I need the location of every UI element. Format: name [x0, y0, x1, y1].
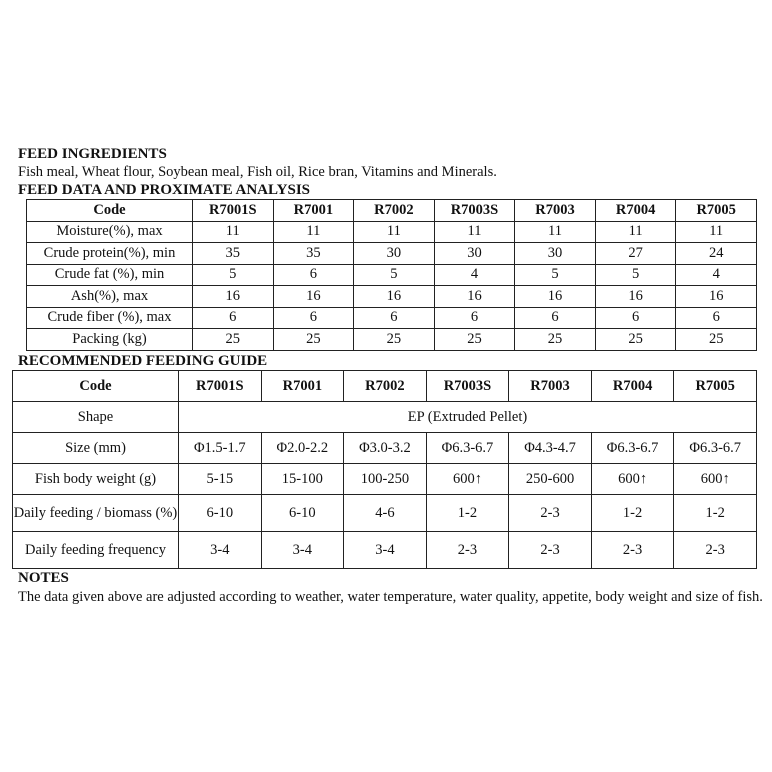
table-cell: 3-4 — [344, 532, 427, 569]
table-cell: 30 — [434, 243, 515, 265]
table-cell: 16 — [676, 286, 757, 308]
table-cell: 6 — [676, 307, 757, 329]
table-cell: 35 — [193, 243, 274, 265]
table-row — [27, 243, 757, 265]
table-cell: 6 — [273, 307, 354, 329]
feeding-guide-heading: RECOMMENDED FEEDING GUIDE — [18, 353, 268, 369]
table-cell: 6 — [193, 307, 274, 329]
ingredients-heading: FEED INGREDIENTS — [18, 146, 167, 162]
table-cell: 24 — [676, 243, 757, 265]
table-header-row — [13, 371, 757, 402]
table-header-row — [27, 200, 757, 222]
table-cell: 25 — [676, 329, 757, 351]
row-label: Crude fat (%), min — [27, 264, 193, 286]
table-cell: 2-3 — [591, 532, 674, 569]
ingredients-text: Fish meal, Wheat flour, Soybean meal, Fish oil, Rice bran, Vitamins and Minerals. — [18, 164, 497, 180]
table-cell: 27 — [595, 243, 676, 265]
table-row — [13, 495, 757, 532]
header-cell: R7005 — [674, 371, 757, 402]
table-cell: 1-2 — [674, 495, 757, 532]
table-row — [13, 532, 757, 569]
table-row — [27, 221, 757, 243]
analysis-heading: FEED DATA AND PROXIMATE ANALYSIS — [18, 182, 310, 198]
table-cell: 25 — [273, 329, 354, 351]
table-cell: 5 — [354, 264, 435, 286]
table-cell: 16 — [515, 286, 596, 308]
shape-value-cell: EP (Extruded Pellet) — [179, 402, 757, 433]
table-cell: 11 — [595, 221, 676, 243]
row-label: Crude fiber (%), max — [27, 307, 193, 329]
feeding-guide-table — [12, 370, 757, 569]
table-row — [13, 402, 757, 433]
header-cell: R7003S — [434, 200, 515, 222]
table-cell: 600↑ — [426, 464, 509, 495]
table-cell: 11 — [434, 221, 515, 243]
table-cell: 11 — [193, 221, 274, 243]
table-cell: 11 — [676, 221, 757, 243]
table-cell: Φ6.3-6.7 — [426, 433, 509, 464]
table-cell: 5-15 — [179, 464, 262, 495]
table-cell: 25 — [354, 329, 435, 351]
table-cell: 600↑ — [591, 464, 674, 495]
table-row — [13, 433, 757, 464]
table-cell: 2-3 — [426, 532, 509, 569]
header-cell: R7003 — [509, 371, 592, 402]
table-cell: 6 — [434, 307, 515, 329]
row-label: Daily feeding frequency — [13, 532, 179, 569]
table-row — [27, 264, 757, 286]
table-cell: 3-4 — [179, 532, 262, 569]
row-label: Size (mm) — [13, 433, 179, 464]
table-cell: 2-3 — [509, 495, 592, 532]
table-cell: 100-250 — [344, 464, 427, 495]
row-label: Crude protein(%), min — [27, 243, 193, 265]
notes-heading: NOTES — [18, 570, 69, 586]
table-cell: 6 — [354, 307, 435, 329]
table-cell: Φ4.3-4.7 — [509, 433, 592, 464]
table-cell: 16 — [434, 286, 515, 308]
header-cell: R7003 — [515, 200, 596, 222]
table-row — [27, 286, 757, 308]
table-cell: 4-6 — [344, 495, 427, 532]
table-cell: 600↑ — [674, 464, 757, 495]
table-cell: 5 — [193, 264, 274, 286]
header-cell: Code — [27, 200, 193, 222]
header-cell: R7001S — [193, 200, 274, 222]
table-cell: 25 — [595, 329, 676, 351]
table-cell: 6-10 — [179, 495, 262, 532]
table-cell: 30 — [515, 243, 596, 265]
table-cell: Φ1.5-1.7 — [179, 433, 262, 464]
table-cell: 15-100 — [261, 464, 344, 495]
table-cell: 2-3 — [674, 532, 757, 569]
table-cell: 25 — [515, 329, 596, 351]
row-label: Daily feeding / biomass (%) — [13, 495, 179, 532]
header-cell: R7002 — [354, 200, 435, 222]
table-cell: 25 — [434, 329, 515, 351]
row-label: Packing (kg) — [27, 329, 193, 351]
header-cell: R7002 — [344, 371, 427, 402]
table-cell: Φ2.0-2.2 — [261, 433, 344, 464]
header-cell: R7004 — [591, 371, 674, 402]
table-cell: 35 — [273, 243, 354, 265]
table-row — [27, 329, 757, 351]
header-cell: R7005 — [676, 200, 757, 222]
row-label: Shape — [13, 402, 179, 433]
header-cell: R7003S — [426, 371, 509, 402]
table-cell: 3-4 — [261, 532, 344, 569]
header-cell: R7001 — [273, 200, 354, 222]
table-cell: Φ3.0-3.2 — [344, 433, 427, 464]
header-cell: R7001S — [179, 371, 262, 402]
table-cell: 4 — [434, 264, 515, 286]
table-cell: 6 — [515, 307, 596, 329]
table-cell: 25 — [193, 329, 274, 351]
table-cell: 6-10 — [261, 495, 344, 532]
table-cell: 30 — [354, 243, 435, 265]
notes-text: The data given above are adjusted according to weather, water temperature, water quality, appetite, body weight and size of fish. — [18, 589, 763, 605]
row-label: Moisture(%), max — [27, 221, 193, 243]
table-cell: 16 — [595, 286, 676, 308]
table-cell: 2-3 — [509, 532, 592, 569]
row-label: Ash(%), max — [27, 286, 193, 308]
header-cell: R7001 — [261, 371, 344, 402]
table-cell: 11 — [273, 221, 354, 243]
table-cell: 6 — [595, 307, 676, 329]
table-cell: 250-600 — [509, 464, 592, 495]
table-row — [27, 307, 757, 329]
table-cell: 1-2 — [591, 495, 674, 532]
table-cell: 11 — [354, 221, 435, 243]
table-cell: 6 — [273, 264, 354, 286]
table-cell: Φ6.3-6.7 — [674, 433, 757, 464]
table-row — [13, 464, 757, 495]
header-cell: Code — [13, 371, 179, 402]
proximate-analysis-table — [26, 199, 757, 351]
table-cell: 16 — [273, 286, 354, 308]
row-label: Fish body weight (g) — [13, 464, 179, 495]
table-cell: Φ6.3-6.7 — [591, 433, 674, 464]
table-cell: 16 — [354, 286, 435, 308]
header-cell: R7004 — [595, 200, 676, 222]
table-cell: 4 — [676, 264, 757, 286]
table-cell: 11 — [515, 221, 596, 243]
table-cell: 5 — [595, 264, 676, 286]
table-cell: 16 — [193, 286, 274, 308]
table-cell: 1-2 — [426, 495, 509, 532]
table-cell: 5 — [515, 264, 596, 286]
